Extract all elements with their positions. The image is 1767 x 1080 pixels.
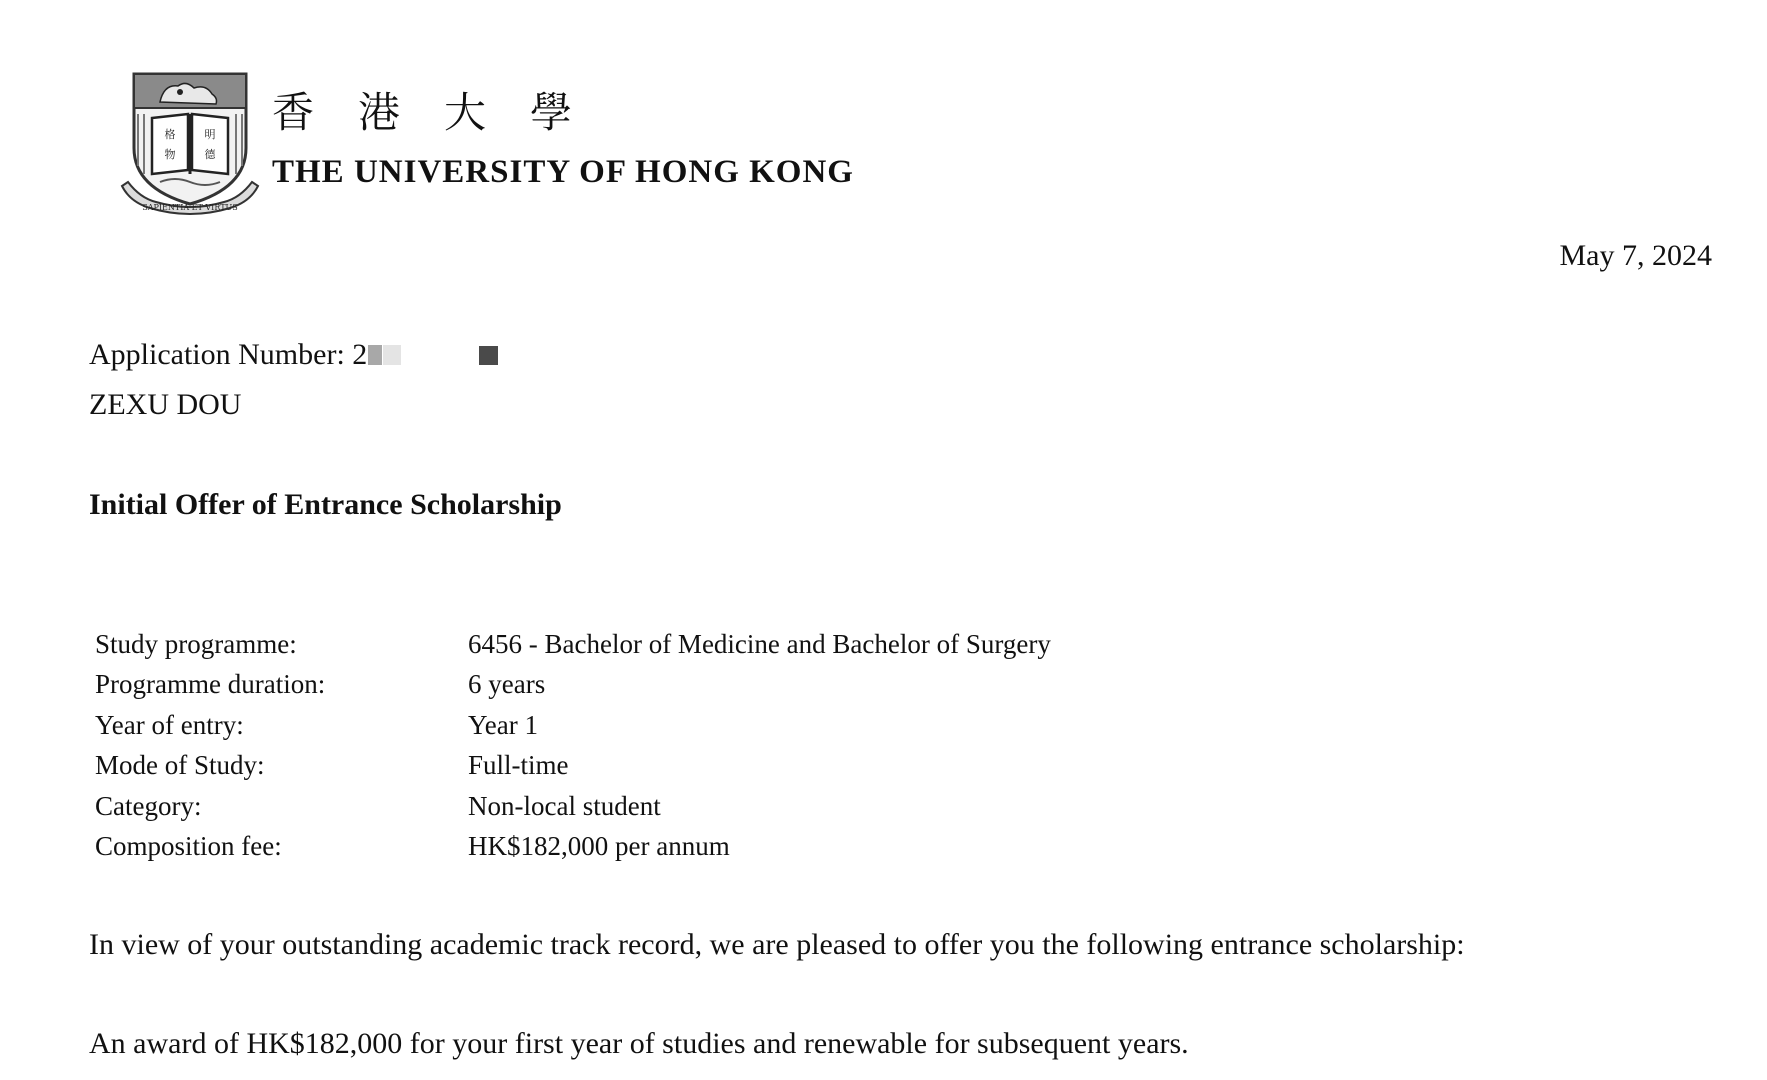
offer-details-table <box>95 624 1051 867</box>
detail-value: Year 1 <box>468 709 539 740</box>
recipient-name: ZEXU DOU <box>89 388 242 421</box>
application-number-visible-digit: 2 <box>352 338 368 371</box>
detail-value: 6 years <box>468 669 546 700</box>
detail-label: Composition fee: <box>95 831 282 862</box>
detail-label: Mode of Study: <box>95 750 265 781</box>
detail-value: 6456 - Bachelor of Medicine and Bachelor of Surgery <box>468 628 1051 659</box>
detail-row <box>95 665 1051 706</box>
university-chinese-name: 香港大學 <box>272 88 617 137</box>
crest-motto: SAPIENTIA ET VIRTUS <box>142 203 238 212</box>
detail-value: Non-local student <box>468 790 661 821</box>
detail-value: Full-time <box>468 750 569 781</box>
detail-label: Year of entry: <box>95 709 244 740</box>
detail-row <box>95 786 1051 827</box>
detail-label: Category: <box>95 790 202 821</box>
university-english-name: THE UNIVERSITY OF HONG KONG <box>272 154 854 190</box>
scholarship-intro-paragraph: In view of your outstanding academic track record, we are pleased to offer you the following entrance scholarship: <box>89 928 1465 961</box>
detail-value: HK$182,000 per annum <box>468 831 730 862</box>
application-number-label: Application Number: <box>89 338 353 371</box>
redaction-block <box>368 345 382 365</box>
detail-label: Study programme: <box>95 628 297 659</box>
svg-text:物: 物 <box>164 148 176 161</box>
redaction-block <box>383 345 401 365</box>
letter-subject: Initial Offer of Entrance Scholarship <box>89 488 562 521</box>
redaction-block <box>479 346 498 365</box>
scholarship-award-paragraph: An award of HK$182,000 for your first year of studies and renewable for subsequent years. <box>89 1027 1189 1060</box>
svg-text:德: 德 <box>204 148 216 161</box>
detail-row <box>95 746 1051 787</box>
application-number-line <box>89 338 498 372</box>
svg-text:明: 明 <box>204 128 216 141</box>
detail-row <box>95 624 1051 665</box>
svg-text:格: 格 <box>164 128 176 141</box>
detail-label: Programme duration: <box>95 669 326 700</box>
detail-row <box>95 705 1051 746</box>
letter-date: May 7, 2024 <box>1559 239 1712 272</box>
detail-row <box>95 827 1051 868</box>
university-crest-icon <box>120 70 260 218</box>
letterhead <box>120 70 920 220</box>
